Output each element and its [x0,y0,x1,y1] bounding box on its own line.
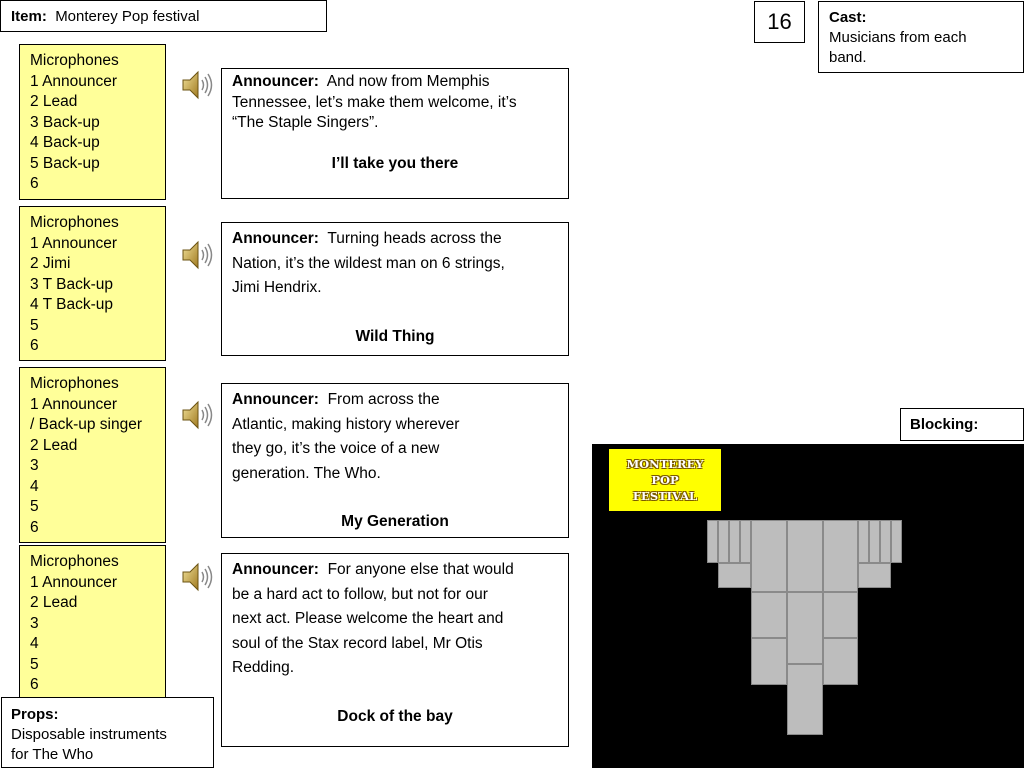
script-line: generation. The Who. [232,464,381,482]
script-line: Turning heads across the [327,230,502,247]
mic-line: 6 [30,337,39,354]
stage-block [823,520,858,592]
script-line: And now from Memphis [326,73,490,90]
script-line: soul of the Stax record label, Mr Otis [232,634,483,652]
mic-line: Microphones [30,553,119,570]
stage-block [823,638,858,685]
mic-line: Microphones [30,214,119,231]
mic-line: 5 [30,655,39,673]
stage-block [751,638,787,685]
stage-block [751,592,787,638]
script-box-1 [221,68,569,199]
stage-diagram [592,444,1024,768]
microphone-list-1 [19,44,166,200]
stage-wing-block [858,563,891,588]
mic-line: 3 T Back-up [30,275,114,293]
mic-line: 5 [30,498,39,515]
props-line-2: for The Who [11,746,94,763]
mic-line: 1 Announcer [30,573,118,591]
announcer-label: Announcer: [232,230,319,247]
mic-line: 3 [30,457,39,474]
page-number: 16 [754,1,805,43]
song-title: Dock of the bay [337,707,453,725]
stage-riser-block [880,520,891,563]
mic-line: 1 Announcer [30,395,118,413]
announcer-label: Announcer: [232,73,319,90]
script-box-2 [221,222,569,356]
item-value: Monterey Pop festival [55,8,200,25]
mic-line: Microphones [30,52,119,69]
item-box [0,0,327,32]
logo-line: FESTIVAL [632,489,698,503]
mic-line: 4 Back-up [30,134,100,151]
song-title: Wild Thing [355,327,435,345]
microphone-list-4 [19,545,166,700]
mic-line: 3 Back-up [30,113,100,131]
logo-line: POP [651,473,679,487]
microphone-list-2 [19,206,166,361]
mic-line: 4 T Back-up [30,296,114,313]
stage-wing-block [718,563,751,588]
speaker-volume-icon[interactable] [180,398,214,432]
script-box-3 [221,383,569,538]
script-line: Redding. [232,659,295,676]
stage-block [787,520,823,592]
mic-line: 2 Lead [30,594,78,611]
mic-line: 4 [30,635,39,652]
blocking-label: Blocking: [910,416,979,433]
stage-block [787,664,823,735]
mic-line: 4 [30,477,39,495]
script-line: Tennessee, let’s make them welcome, it’s [232,93,517,111]
mic-line: 6 [30,676,39,693]
stage-riser-block [729,520,740,563]
speaker-volume-icon[interactable] [180,68,214,102]
logo-line: MONTEREY [626,457,704,471]
announcer-label: Announcer: [232,391,319,408]
monterey-pop-logo [609,449,721,511]
props-box [1,697,214,768]
stage-riser-block [707,520,718,563]
script-line: next act. Please welcome the heart and [232,610,504,627]
speaker-volume-icon[interactable] [180,238,214,272]
cast-line-1: Musicians from each [829,29,967,46]
announcer-label: Announcer: [232,561,319,578]
mic-line: 2 Jimi [30,255,71,272]
mic-line: / Back-up singer [30,416,142,433]
script-line: they go, it’s the voice of a new [232,440,440,457]
stage-riser-block [891,520,902,563]
stage-riser-block [858,520,869,563]
item-label: Item: [11,8,47,25]
props-label: Props: [11,706,59,723]
stage-block [787,592,823,664]
script-box-4 [221,553,569,747]
song-title: I’ll take you there [331,154,459,172]
cast-line-2: band. [829,49,867,66]
mic-line: 5 [30,316,39,334]
cast-label: Cast: [829,9,867,26]
stage-block [751,520,787,592]
speaker-volume-icon[interactable] [180,560,214,594]
mic-line: 2 Lead [30,436,78,454]
script-line: From across the [327,391,440,408]
mic-line: 5 Back-up [30,154,100,172]
script-line: Jimi Hendrix. [232,279,322,296]
microphone-list-3 [19,367,166,543]
mic-line: 6 [30,518,39,536]
stage-block [823,592,858,638]
script-line: “The Staple Singers”. [232,114,379,131]
script-line: Nation, it’s the wildest man on 6 strings, [232,254,505,272]
stage-riser-block [869,520,880,563]
song-title: My Generation [341,513,449,530]
script-line: Atlantic, making history wherever [232,415,460,433]
mic-line: 6 [30,175,39,192]
mic-line: Microphones [30,375,119,392]
script-line: be a hard act to follow, but not for our [232,585,488,603]
mic-line: 1 Announcer [30,234,118,252]
mic-line: 2 Lead [30,93,78,110]
cast-box [818,1,1024,73]
blocking-box [900,408,1024,441]
mic-line: 3 [30,614,39,632]
mic-line: 1 Announcer [30,72,118,90]
props-line-1: Disposable instruments [11,726,167,743]
stage-riser-block [718,520,729,563]
stage-riser-block [740,520,751,563]
script-line: For anyone else that would [327,561,514,578]
